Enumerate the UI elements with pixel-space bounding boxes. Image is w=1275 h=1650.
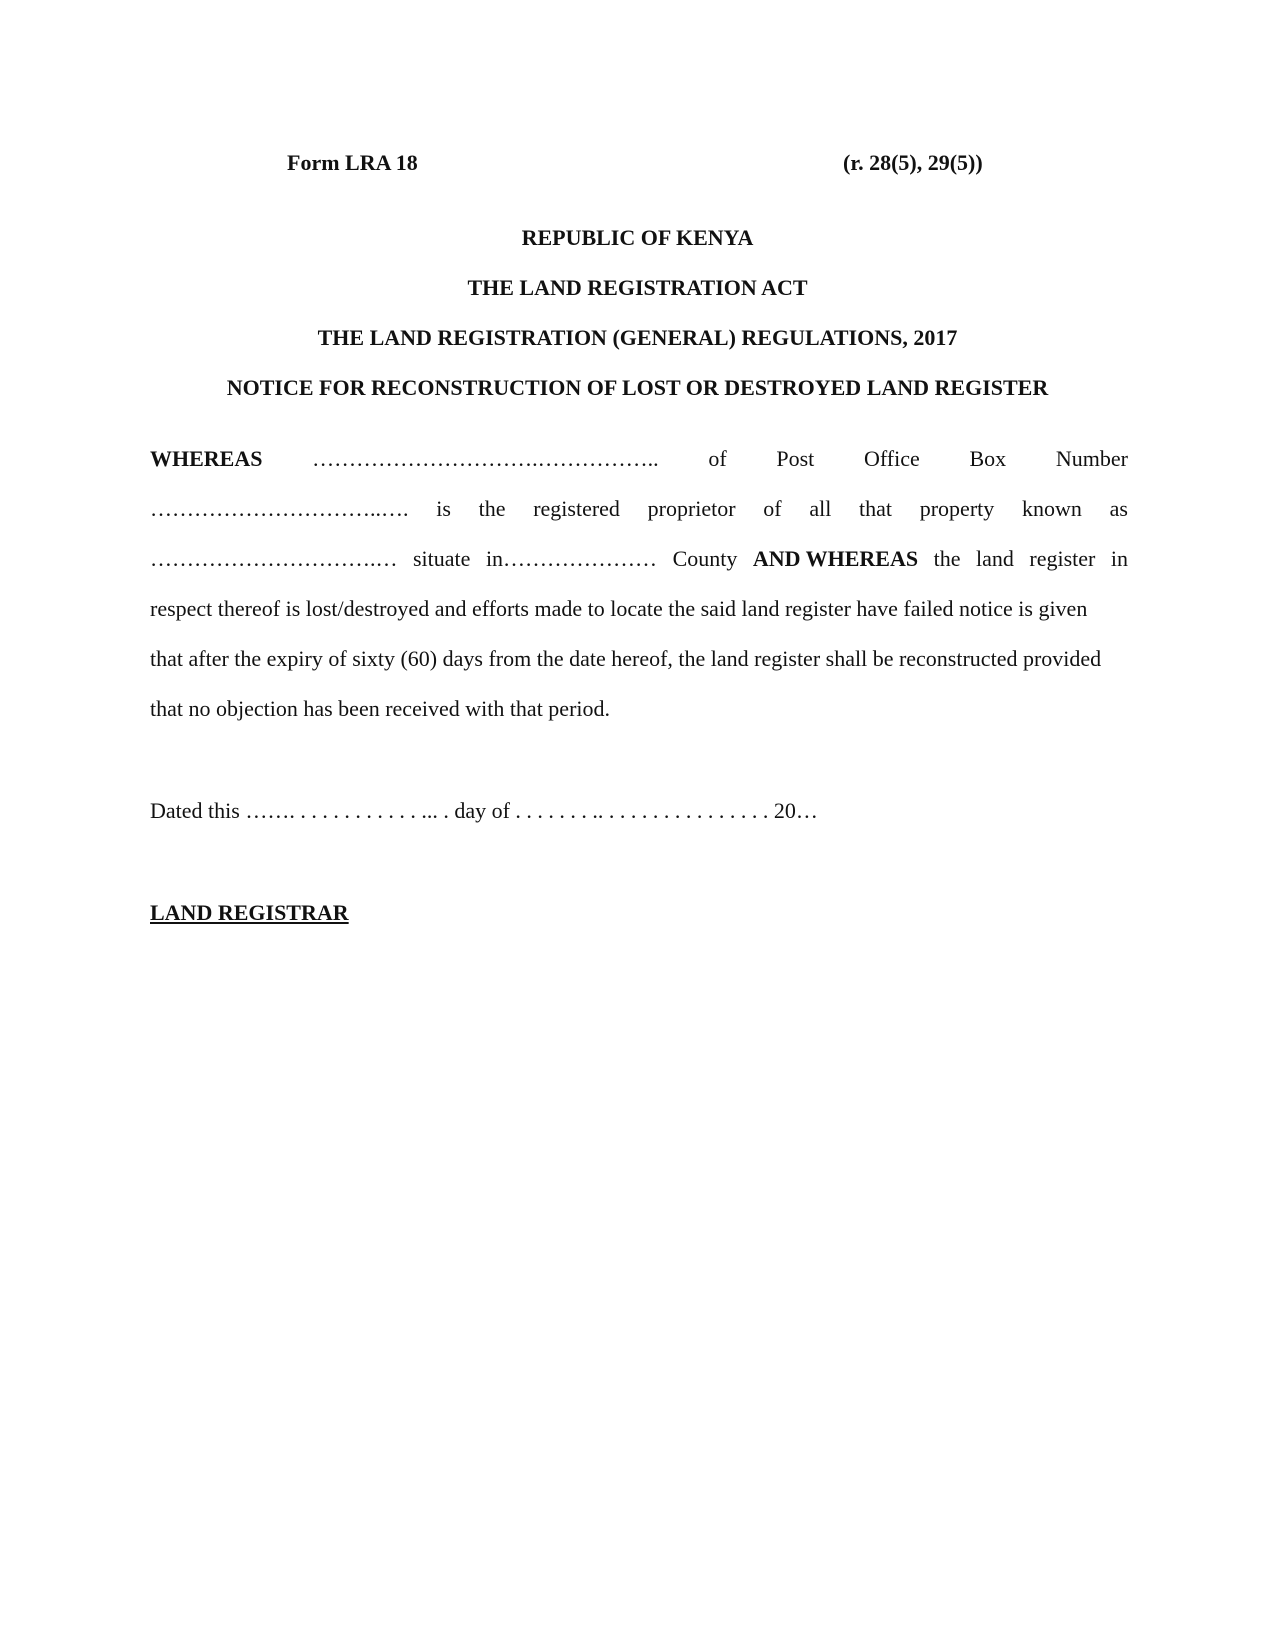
word: all xyxy=(809,496,832,521)
heading-republic: REPUBLIC OF KENYA xyxy=(521,225,754,250)
word: register xyxy=(1029,546,1096,571)
word: as xyxy=(1109,496,1128,521)
word: that xyxy=(859,496,893,521)
word: situate xyxy=(413,546,471,571)
word: the xyxy=(478,496,506,521)
body-line-3 xyxy=(150,546,1128,572)
blank-box-number: …………………………..…. xyxy=(150,496,409,521)
blank-property-name: ………………………….… xyxy=(150,546,398,571)
land-registrar-signature-label: LAND REGISTRAR xyxy=(150,900,349,925)
word: land xyxy=(976,546,1014,571)
word: Post xyxy=(776,446,815,471)
notice-title: NOTICE FOR RECONSTRUCTION OF LOST OR DESTROYED LAND REGISTER xyxy=(226,375,1049,400)
word: property xyxy=(919,496,995,521)
body-line-1 xyxy=(150,446,1128,472)
word: registered xyxy=(533,496,620,521)
whereas-keyword: WHEREAS xyxy=(150,446,263,471)
word: in xyxy=(1110,546,1128,571)
blank-county: in………………… xyxy=(485,546,658,571)
heading-act: THE LAND REGISTRATION ACT xyxy=(467,275,808,300)
word: proprietor xyxy=(647,496,736,521)
word: Number xyxy=(1055,446,1128,471)
and-whereas-keyword: AND WHEREAS xyxy=(752,546,919,571)
body-line-2 xyxy=(150,496,1128,522)
form-number: Form LRA 18 xyxy=(287,150,418,175)
body-line-4: respect thereof is lost/destroyed and efforts made to locate the said land register have failed notice is given xyxy=(150,596,1088,621)
word: known xyxy=(1021,496,1082,521)
blank-proprietor-name: ………………………….…………….. xyxy=(312,446,659,471)
word: of xyxy=(708,446,727,471)
word: the xyxy=(933,546,961,571)
word: Box xyxy=(969,446,1007,471)
word: Office xyxy=(863,446,920,471)
body-line-6: that no objection has been received with that period. xyxy=(150,696,611,721)
rule-reference: (r. 28(5), 29(5)) xyxy=(843,150,983,175)
dated-line: Dated this ……. . . . . . . . . . . . ... . day of . . . . . . . .. . . . . . . . . . . . . . . . 20… xyxy=(150,798,818,823)
heading-regulations: THE LAND REGISTRATION (GENERAL) REGULATIONS, 2017 xyxy=(317,325,958,350)
body-line-5: that after the expiry of sixty (60) days from the date hereof, the land register shall be reconstructed provided xyxy=(150,646,1102,671)
word: is xyxy=(436,496,451,521)
word: of xyxy=(763,496,782,521)
word: County xyxy=(672,546,738,571)
